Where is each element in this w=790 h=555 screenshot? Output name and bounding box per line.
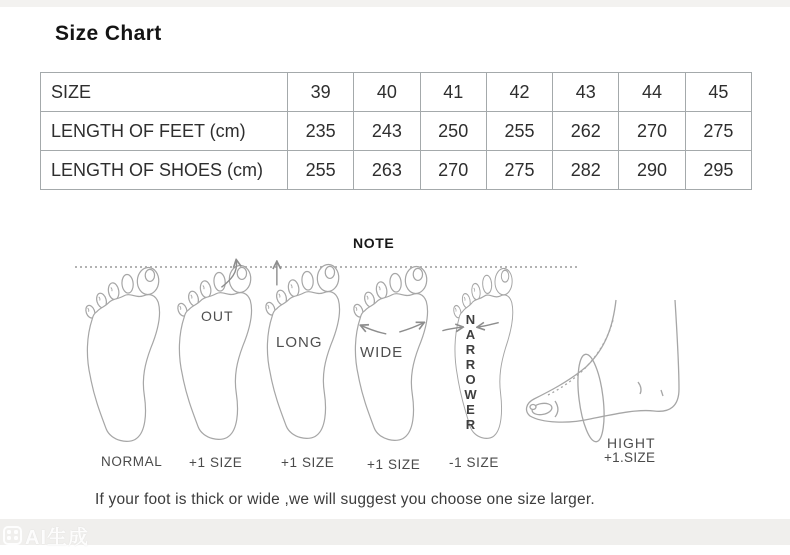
table-cell: 270 (420, 151, 486, 190)
annotation-wide: WIDE (360, 344, 404, 361)
table-cell: 270 (619, 112, 685, 151)
row-label: LENGTH OF FEET (cm) (41, 112, 288, 151)
table-cell: 250 (420, 112, 486, 151)
page-title: Size Chart (55, 22, 162, 45)
size-chart-table (40, 72, 752, 190)
caption-normal: NORMAL (101, 454, 163, 469)
foot-side-illustration (518, 296, 713, 446)
table-cell: 243 (354, 112, 420, 151)
watermark-text: AI生成 (25, 526, 89, 549)
caption-hight-size: +1.SIZE (604, 450, 656, 465)
row-label: LENGTH OF SHOES (cm) (41, 151, 288, 190)
table-row-length-of-shoes (41, 151, 752, 190)
size-advice-text: If your foot is thick or wide ,we will suggest you choose one size larger. (95, 491, 595, 508)
bottom-band (0, 519, 790, 545)
annotation-long: LONG (276, 334, 323, 351)
table-cell: 39 (288, 73, 354, 112)
caption-narrower-size: -1 SIZE (449, 455, 499, 470)
table-cell: 275 (486, 151, 552, 190)
table-cell: 263 (354, 151, 420, 190)
table-cell: 235 (288, 112, 354, 151)
ai-grid-icon (3, 526, 22, 545)
table-cell: 43 (553, 73, 619, 112)
table-cell: 290 (619, 151, 685, 190)
table-cell: 40 (354, 73, 420, 112)
annotation-narrower: NARROWER (463, 312, 478, 432)
note-diagram (0, 248, 790, 488)
table-cell: 41 (420, 73, 486, 112)
table-cell: 45 (685, 73, 751, 112)
annotation-out: OUT (201, 308, 234, 324)
note-heading: NOTE (353, 235, 395, 251)
table-cell: 255 (486, 112, 552, 151)
watermark (3, 520, 89, 550)
table-row-length-of-feet (41, 112, 752, 151)
table-cell: 295 (685, 151, 751, 190)
annotation-hight: HIGHT (607, 435, 656, 451)
table-cell: 262 (553, 112, 619, 151)
table-cell: 44 (619, 73, 685, 112)
caption-wide-size: +1 SIZE (367, 457, 421, 472)
foot-normal-illustration (76, 254, 181, 454)
caption-long-size: +1 SIZE (281, 455, 335, 470)
caption-out-size: +1 SIZE (189, 455, 243, 470)
top-strip (0, 0, 790, 7)
table-cell: 42 (486, 73, 552, 112)
row-label: SIZE (41, 73, 288, 112)
table-cell: 255 (288, 151, 354, 190)
table-cell: 275 (685, 112, 751, 151)
table-cell: 282 (553, 151, 619, 190)
table-row-size (41, 73, 752, 112)
